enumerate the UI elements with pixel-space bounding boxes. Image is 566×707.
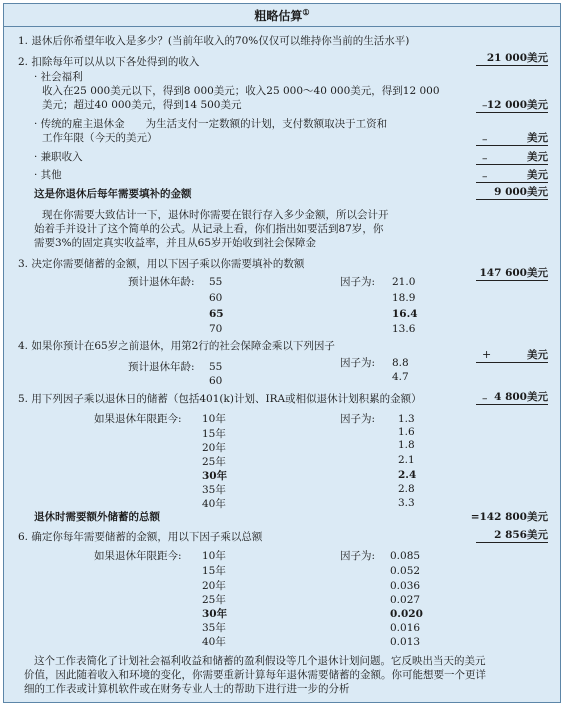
q6-years-25: 25年	[202, 594, 226, 606]
q5-factor-10: 1.3	[398, 413, 415, 425]
q4-factor-label: 因子为:	[340, 357, 376, 369]
ss-minus-sign: –	[482, 99, 488, 112]
q6-factor-20: 0.036	[390, 580, 421, 592]
q5-factor-35: 2.8	[398, 483, 415, 495]
q6-years-label: 如果退休年限距今:	[94, 550, 182, 562]
q4-age-60: 60	[209, 375, 223, 387]
q6-years-35: 35年	[202, 622, 226, 634]
social-security-line-1: 收入在25 000美元以下，得到8 000美元；收入25 000～40 000美元，得到12 000	[42, 85, 440, 97]
worksheet-title	[4, 7, 560, 24]
q6-factor-label: 因子为:	[340, 550, 376, 562]
q5-years-15: 15年	[202, 428, 226, 440]
q3-age-55: 55	[209, 276, 223, 288]
q6-factor-25: 0.027	[390, 594, 421, 606]
q6-years-20: 20年	[202, 580, 226, 592]
q5-factor-20: 1.8	[398, 439, 415, 451]
q5-years-10: 10年	[202, 413, 226, 425]
footer-line-2: 价值，因此随着收入和环境的变化，你需要重新计算每年退休需要储蓄的金额。你可能想要一个更详	[24, 669, 486, 681]
q5-factor-30: 2.4	[398, 469, 417, 481]
intro-line-1: 现在你需要大致估计一下，退休时你需要在银行存入多少金额，所以会计开	[42, 209, 389, 221]
q4-plus-sign: +	[482, 348, 492, 361]
social-security-line-2: 美元；超过40 000美元，得到14 500美元	[42, 99, 242, 111]
q3-age-65: 65	[209, 308, 224, 320]
q3-factor-60: 18.9	[392, 292, 416, 304]
q6-years-10: 10年	[202, 550, 226, 562]
worksheet-panel	[3, 3, 561, 703]
q6-factor-40: 0.013	[390, 636, 421, 648]
title-bar	[4, 4, 560, 27]
q3-factor-label: 因子为:	[340, 276, 376, 288]
intro-line-3: 需要3%的固定真实收益率，并且从65岁开始收到社会保障金	[34, 237, 317, 249]
other-minus-sign: –	[482, 170, 488, 183]
question-5: 5. 用下列因子乘以退休日的储蓄（包括401(k)计划、IRA或相似退休计划积累的金额）	[18, 393, 422, 405]
q5-factor-25: 2.1	[398, 454, 415, 466]
part-time-label: · 兼职收入	[34, 151, 83, 163]
q5-amount: 4 800美元	[476, 391, 548, 405]
ss-amount: 12 000美元	[476, 99, 548, 113]
q1-amount: 21 000美元	[476, 52, 548, 66]
intro-line-2: 始着手并设计了这个简单的公式。从记录上看，你们指出如要活到87岁，你	[34, 223, 384, 235]
q3-factor-70: 13.6	[392, 323, 416, 335]
q5-factor-label: 因子为:	[340, 413, 376, 425]
question-1: 1. 退休后你希望年收入是多少？(当前年收入的70%仅仅可以维持你当前的生活水平)	[18, 35, 410, 47]
q6-years-15: 15年	[202, 565, 226, 577]
question-6: 6. 确定你每年需要储蓄的金额，用以下因子乘以总额	[18, 531, 263, 543]
part-time-amount: 美元	[476, 151, 548, 165]
q4-amount: 美元	[476, 349, 548, 363]
q6-factor-10: 0.085	[390, 550, 421, 562]
question-2: 2. 扣除每年可以从以下各处得到的收入	[18, 56, 200, 68]
q3-age-60: 60	[209, 292, 223, 304]
q6-factor-35: 0.016	[390, 622, 421, 634]
q4-age-label: 预计退休年龄:	[128, 361, 195, 373]
q5-factor-40: 3.3	[398, 497, 415, 509]
q5-years-35: 35年	[202, 484, 226, 496]
question-4: 4. 如果你预计在65岁之前退休，用第2行的社会保障金乘以下列因子	[18, 340, 335, 352]
q4-factor-55: 8.8	[392, 357, 409, 369]
q5-years-20: 20年	[202, 442, 226, 454]
q6-factor-30: 0.020	[390, 608, 423, 620]
q5-years-30: 30年	[202, 470, 228, 482]
footer-line-1: 这个工作表简化了计划社会福利收益和储蓄的盈利假设等几个退休计划问题。它反映出当天的美元	[34, 655, 486, 667]
question-3: 3. 决定你需要储蓄的金额，用以下因子乘以你需要填补的数额	[18, 258, 305, 270]
q5-years-label: 如果退休年限距今:	[94, 413, 182, 425]
q5-minus-sign: –	[482, 392, 488, 405]
q5-years-40: 40年	[202, 498, 226, 510]
q6-factor-15: 0.052	[390, 565, 421, 577]
gap-label: 这是你退休后每年需要填补的金额	[34, 188, 192, 200]
q3-factor-65: 16.4	[392, 308, 418, 320]
q6-years-30: 30年	[202, 608, 228, 620]
other-amount: 美元	[476, 169, 548, 183]
q6-amount: 2 856美元	[476, 529, 548, 543]
pension-line-1: · 传统的雇主退休金 为生活支付一定数额的计划，支付数额取决于工资和	[34, 118, 388, 130]
gap-amount: 9 000美元	[476, 186, 548, 200]
pension-amount: 美元	[476, 132, 548, 146]
q4-age-55: 55	[209, 361, 223, 373]
q5-years-25: 25年	[202, 456, 226, 468]
q3-age-70: 70	[209, 323, 223, 335]
pension-minus-sign: –	[482, 133, 488, 146]
q4-factor-60: 4.7	[392, 371, 409, 383]
q5-total-label: 退休时需要额外储蓄的总额	[34, 511, 160, 523]
pension-line-2: 工作年限（今天的美元）	[42, 132, 158, 144]
q5-factor-15: 1.6	[398, 426, 415, 438]
q5-total-amount: =142 800美元	[470, 511, 548, 523]
q3-amount: 147 600美元	[476, 267, 548, 281]
q6-years-40: 40年	[202, 636, 226, 648]
footer-line-3: 细的工作表或计算机软件或在财务专业人士的帮助下进行进一步的分析	[24, 683, 350, 695]
social-security-label: · 社会福利	[34, 71, 83, 83]
q3-age-label: 预计退休年龄:	[128, 276, 195, 288]
part-time-minus-sign: –	[482, 152, 488, 165]
title-text: 粗略估算	[254, 9, 303, 23]
q3-factor-55: 21.0	[392, 276, 416, 288]
other-label: · 其他	[34, 169, 62, 181]
title-footnote-mark: ①	[302, 7, 310, 17]
